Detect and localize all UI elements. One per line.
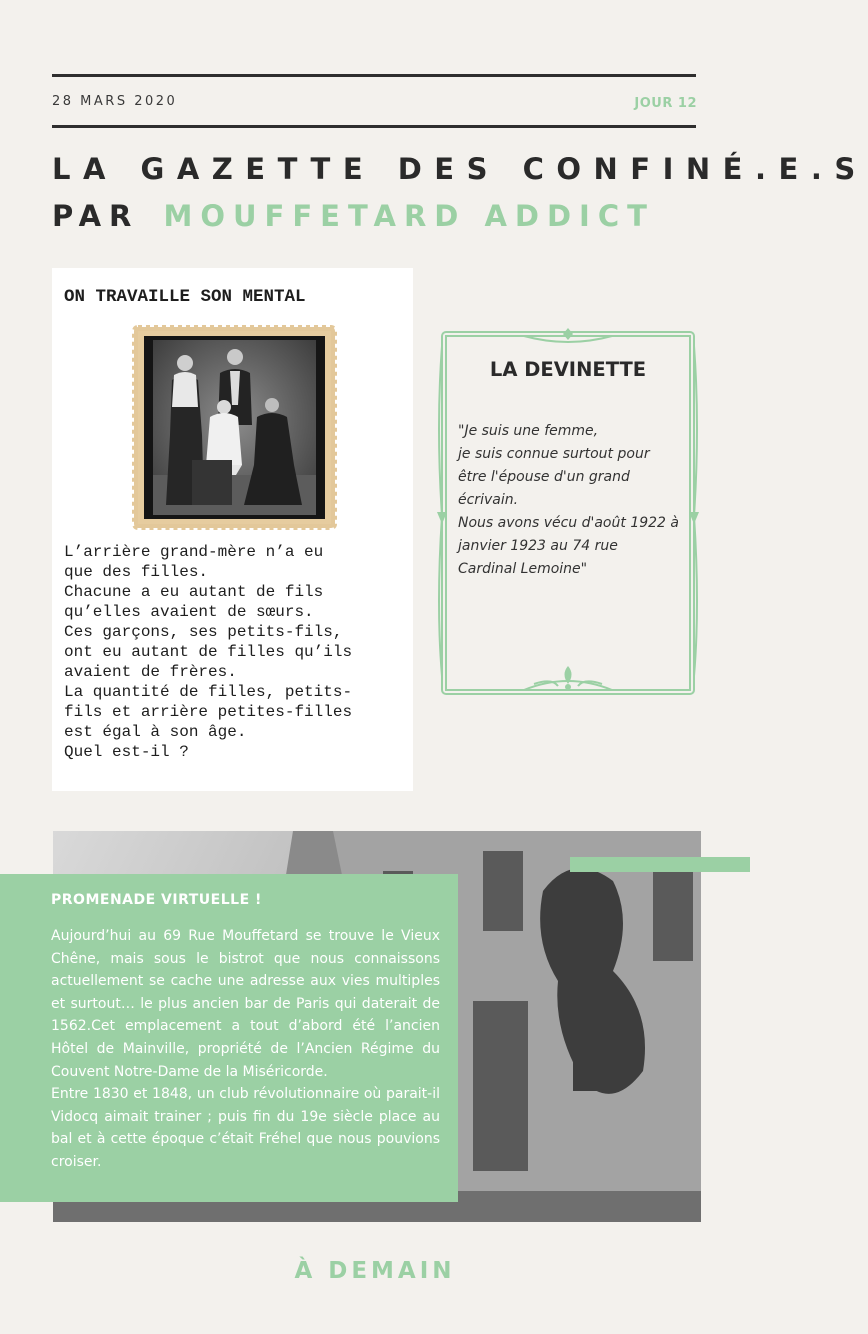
footer-sign-off: À DEMAIN bbox=[294, 1258, 456, 1284]
accent-bar bbox=[570, 857, 750, 872]
promenade-panel bbox=[0, 874, 458, 1202]
day-counter: JOUR 12 bbox=[634, 96, 697, 111]
promenade-title: PROMENADE VIRTUELLE ! bbox=[51, 892, 262, 908]
puzzle-card bbox=[52, 268, 413, 791]
byline-brand: MOUFFETARD ADDICT bbox=[163, 199, 655, 233]
gazette-title: LA GAZETTE DES CONFINÉ.E.S bbox=[52, 152, 868, 186]
issue-date: 28 MARS 2020 bbox=[52, 94, 178, 109]
puzzle-text: L’arrière grand-mère n’a eu que des filles. Chacune a eu autant de fils qu’elles avaient de sœurs. Ces garçons, ses petits-fils, ont eu autant de filles qu’ils avaient de frères. La quantité de filles, petits- fils et arrière petites-filles est égal à son âge. Quel est-il ? bbox=[64, 543, 353, 761]
puzzle-title: ON TRAVAILLE SON MENTAL bbox=[64, 287, 306, 307]
promenade-text: Aujourd’hui au 69 Rue Mouffetard se trouve le Vieux Chêne, mais sous le bistrot que nous connaissons actuellement se cache une adresse aux vies multiples et surtout… le plus ancien bar de Paris qui daterait de 1562.Cet emplacement a tout d’abord été l’ancien Hôtel de Mainville, propriété de l’Ancien Régime du Couvent Notre-Dame de la Miséricorde. Entre 1830 et 1848, un club révolutionnaire où parait-il Vidocq aimait trainer ; puis fin du 19e siècle place au bal et à cette époque c’était Fréhel que nous pouvions croiser. bbox=[51, 928, 440, 1170]
riddle-text: "Je suis une femme, je suis connue surtout pour être l'épouse d'un grand écrivain. Nous avons vécu d'août 1922 à janvier 1923 au 74 rue Cardinal Lemoine" bbox=[458, 423, 679, 577]
top-rule bbox=[52, 74, 696, 77]
gazette-byline bbox=[52, 199, 655, 233]
byline-prefix: PAR bbox=[52, 199, 140, 233]
riddle-title: LA DEVINETTE bbox=[489, 358, 647, 381]
header-rule bbox=[52, 125, 696, 128]
family-photo-stamp bbox=[132, 325, 337, 530]
